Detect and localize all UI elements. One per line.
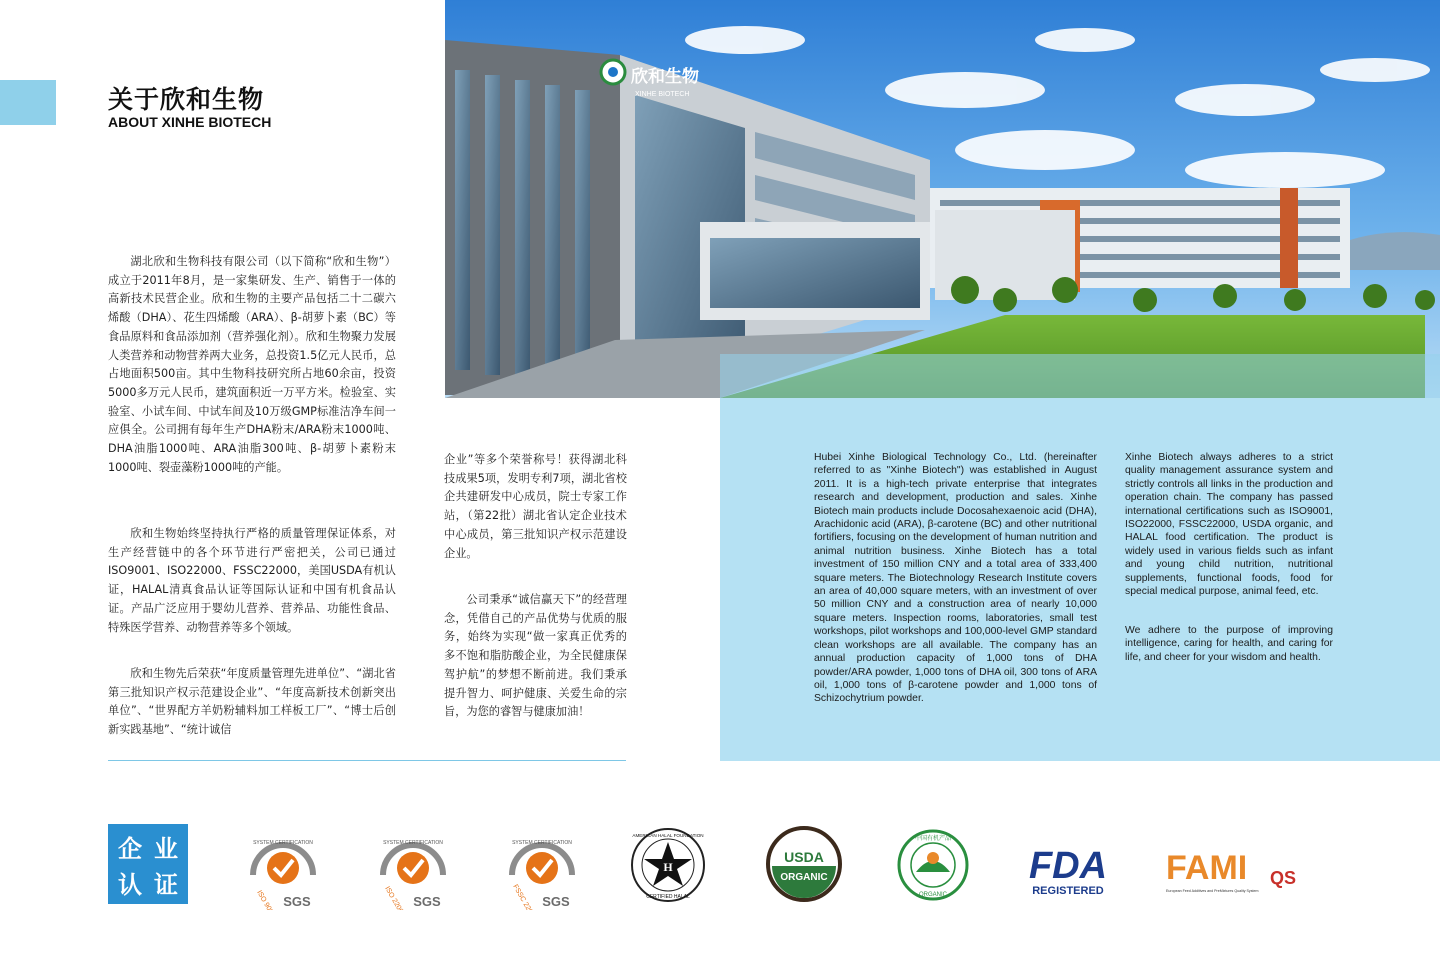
svg-text:ORGANIC: ORGANIC	[918, 892, 948, 898]
sgs-text: SGS	[542, 894, 570, 909]
cert-char: 企	[118, 834, 142, 863]
svg-text:SYSTEM CERTIFICATION: SYSTEM CERTIFICATION	[383, 840, 443, 846]
cn-paragraph-quality: 欣和生物始终坚持执行严格的质量管理保证体系，对生产经营链中的各个环节进行严密把关，公司已通过ISO9001、ISO22000、FSSC22000，美国USDA有机认证，HALAL清真食品认证等国际认证和中国有机食品认证。产品广泛应用于婴幼儿营养、营养品、功能性食品、特殊医学营养、动物营养等多个领域。	[108, 527, 396, 634]
svg-text:CERTIFIED HALAL: CERTIFIED HALAL	[646, 894, 690, 900]
china-organic-logo	[896, 828, 970, 906]
sgs-iso9001-logo	[243, 830, 323, 914]
halal-logo	[629, 826, 707, 908]
en-paragraph-quality: Xinhe Biotech always adheres to a strict quality management assurance system and strictly controls all links in the production and operation chain. The company has passed international certifications such as ISO9001, ISO22000, FSSC22000, USDA organic, and HALAL food certification. The product is widely used in various fields such as infant and young child nutrition, nutritional supplements, functional foods, food for special medical purpose, animal feed, etc.	[1125, 452, 1333, 598]
svg-text:FDA: FDA	[1028, 845, 1108, 887]
cn-paragraph-honors: 欣和生物先后荣获“年度质量管理先进单位”、“湖北省第三批知识产权示范建设企业”、“年度高新技术创新突出单位”、“世界配方羊奶粉辅料加工样板工厂”、“博士后创新实践基地”、“统计诚信	[108, 667, 396, 737]
divider	[108, 760, 626, 761]
sgs-text: SGS	[413, 894, 441, 909]
svg-text:FAMI: FAMI	[1166, 849, 1248, 887]
svg-text:中国有机产品: 中国有机产品	[914, 835, 952, 842]
cn-paragraph-intro: 湖北欣和生物科技有限公司（以下简称“欣和生物”）成立于2011年8月，是一家集研发、生产、销售于一体的高新技术民营企业。欣和生物的主要产品包括二十二碳六烯酸（DHA）、花生四烯酸（ARA）、β-胡萝卜素（BC）等食品原料和食品添加剂（营养强化剂）。欣和生物聚力发展人类营养和动物营养两大业务，总投资1.5亿元人民币，总占地面积500亩。其中生物科技研究所占地60余亩，投资5000多万元人民币，建筑面积近一万平方米。检验室、实验室、小试车间、中试车间及10万级GMP标准洁净车间一应俱全。公司拥有每年生产DHA粉末/ARA粉末1000吨、DHA油脂1000吨、ARA油脂300吨、β-胡萝卜素粉末1000吨、裂壶藻粉1000吨的产能。	[108, 255, 396, 474]
building-sign-cn: 欣和生物	[631, 67, 699, 87]
cn-paragraph-honors-cont: 企业”等多个荣誉称号！获得湖北科技成果5项，发明专利7项，湖北省校企共建研发中心成员，院士专家工作站，（第22批）湖北省认定企业技术中心成员，第三批知识产权示范建设企业。	[444, 453, 627, 560]
svg-text:European Feed Additives and Pr: European Feed Additives and PreMixtures Quality System	[1166, 889, 1259, 893]
svg-text:QS: QS	[1270, 868, 1297, 888]
svg-text:USDA: USDA	[784, 849, 824, 865]
enterprise-certification-label	[108, 824, 188, 904]
fda-registered-logo	[1022, 842, 1114, 902]
svg-text:SYSTEM CERTIFICATION: SYSTEM CERTIFICATION	[253, 840, 313, 846]
cert-char: 业	[154, 834, 178, 863]
building-photo	[445, 0, 1440, 398]
svg-text:AMERICAN HALAL FOUNDATION: AMERICAN HALAL FOUNDATION	[632, 833, 704, 838]
cn-paragraph-philosophy: 公司秉承“诚信赢天下”的经营理念，凭借自己的产品优势与优质的服务，始终为实现“做一家真正优秀的多不饱和脂肪酸企业，为全民健康保驾护航”的梦想不断前进。我们秉承提升智力、呵护健康、关爱生命的宗旨，为您的睿智与健康加油！	[444, 593, 627, 719]
sgs-text: SGS	[283, 894, 311, 909]
svg-text:REGISTERED: REGISTERED	[1032, 885, 1104, 897]
svg-text:ORGANIC: ORGANIC	[780, 872, 828, 883]
building-sign-en: XINHE BIOTECH	[635, 91, 690, 98]
svg-text:H: H	[663, 860, 673, 874]
en-paragraph-intro: Hubei Xinhe Biological Technology Co., Ltd. (hereinafter referred to as "Xinhe Biotech") was established in August 2011. It is a high-tech private enterprise that integrates research and development, production and sales. Xinhe Biotech main products include Docosahexaenoic acid (DHA), Arachidonic acid (ARA), β-carotene (BC) and other nutritional fortifiers, focusing on the development of human nutrition and animal nutrition business. Xinhe Biotech has a total investment of 150 million CNY and a total area of 333,400 square meters. The Biotechnology Research Institute covers an area of 40,000 square meters, with an investment of over 50 million CNY and a construction area of nearly 10,000 square meters. Inspection rooms, laboratories, small test workshops, pilot workshops and 100,000-level GMP standard clean workshops are all available. The company has an annual production capacity of 1,000 tons of DHA powder/ARA powder, 1,000 tons of DHA oil, 300 tons of ARA oil, 1,000 tons of β-carotene powder and 1,000 tons of Schizochytrium powder.	[814, 452, 1097, 705]
en-paragraph-purpose: We adhere to the purpose of improving intelligence, caring for health, and caring for life, and cheer for your wisdom and health.	[1125, 625, 1333, 663]
iso-code: FSSC 22000	[511, 883, 538, 910]
iso-code: ISO 9001	[255, 889, 277, 910]
cert-char: 证	[154, 870, 178, 899]
page-subtitle: ABOUT XINHE BIOTECH	[108, 114, 272, 130]
sgs-fssc22000-logo	[502, 830, 582, 914]
accent-block	[0, 80, 56, 125]
fami-qs-logo	[1166, 846, 1316, 900]
page-title: 关于欣和生物	[108, 85, 265, 114]
usda-organic-logo	[766, 826, 842, 906]
iso-code: ISO 22000	[383, 885, 407, 910]
sgs-iso22000-logo	[373, 830, 453, 914]
cert-char: 认	[118, 870, 142, 899]
photo-overlay	[720, 354, 1440, 398]
svg-text:SYSTEM CERTIFICATION: SYSTEM CERTIFICATION	[512, 840, 572, 846]
